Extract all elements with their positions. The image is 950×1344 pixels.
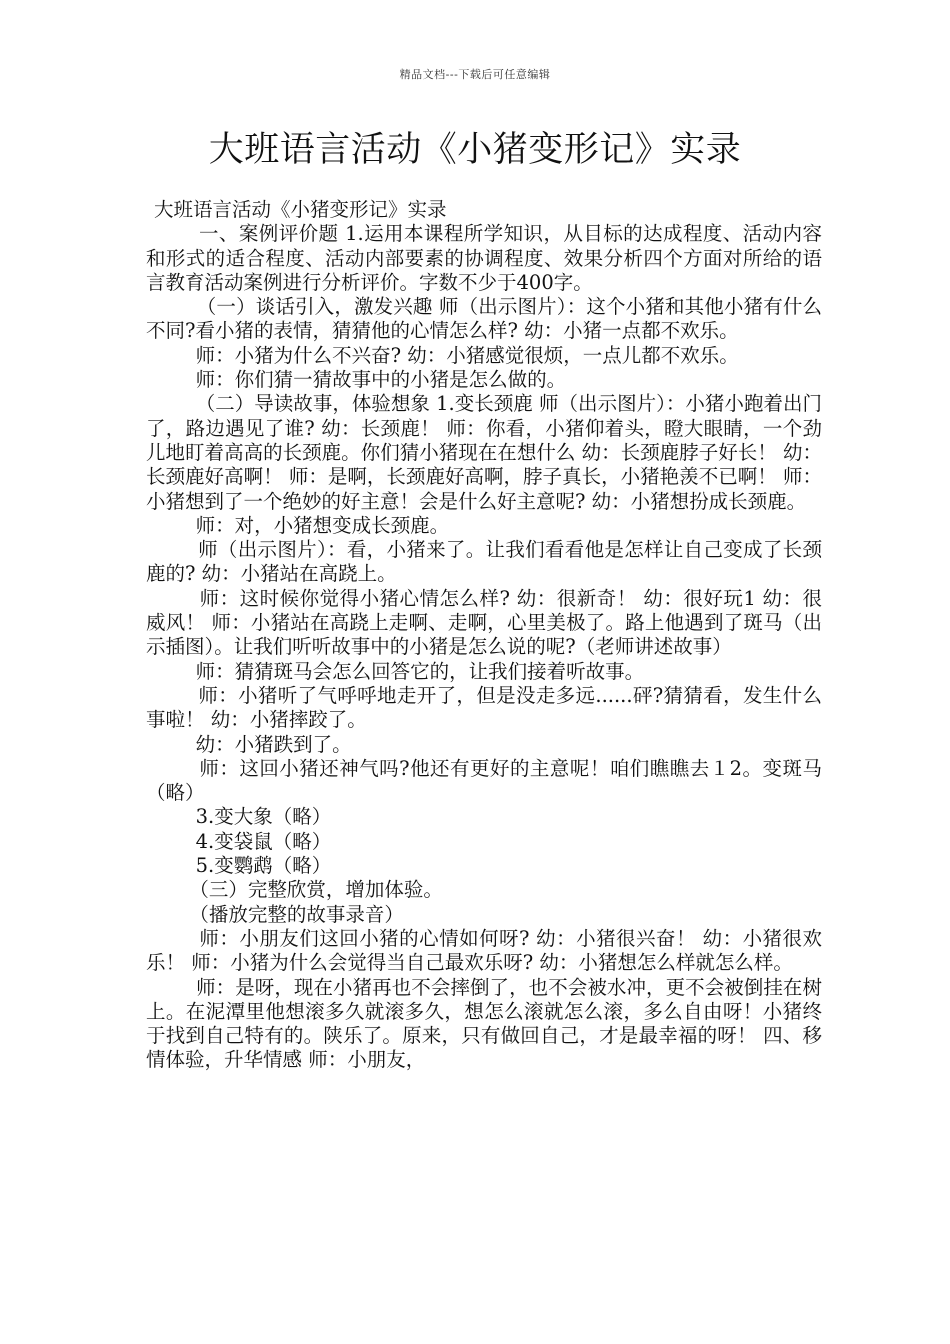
paragraph: 师：小猪为什么不兴奋? 幼：小猪感觉很烦，一点儿都不欢乐。 [146, 343, 739, 367]
paragraph: 师：这时候你觉得小猪心情怎么样? 幼：很新奇！ 幼：很好玩1 幼：很威风！ 师：小猪站在高跷上走啊、走啊，心里美极了。路上他遇到了斑马（出示插图）。让我们听听故事中的小猪是怎么说的呢?（老师讲述故事） [146, 586, 822, 659]
paragraph: （一）谈话引入，激发兴趣 师（出示图片）：这个小猪和其他小猪有什么不同?看小猪的表情，猜猜他的心情怎么样? 幼：小猪一点都不欢乐。 [146, 295, 822, 343]
document-body [146, 198, 822, 1073]
document-title: 大班语言活动《小猪变形记》实录 [208, 130, 742, 170]
paragraph: （三）完整欣赏，增加体验。 [146, 878, 443, 902]
paragraph: 师：猜猜斑马会怎么回答它的，让我们接着听故事。 [146, 659, 645, 683]
paragraph: 师：这回小猪还神气吗?他还有更好的主意呢！咱们瞧瞧去１2。变斑马（略） [146, 756, 822, 805]
paragraph: 5.变鹦鹉（略） [146, 854, 332, 878]
paragraph: 3.变大象（略） [146, 805, 332, 829]
paragraph: （二）导读故事，体验想象 1.变长颈鹿 师（出示图片）：小猪小跑着出门了，路边遇见了谁? 幼：长颈鹿！ 师：你看，小猪仰着头，瞪大眼睛，一个劲儿地盯着高高的长颈鹿。你们猜小猪现在在想什么 幼：长颈鹿脖子好长！ 幼：长颈鹿好高啊！ 师：是啊，长颈鹿好高啊，脖子真长，小猪艳羡不已啊！ 师：小猪想到了一个绝妙的好主意！会是什么好主意呢? 幼：小猪想扮成长颈鹿。 [146, 392, 822, 513]
paragraph: 师：你们猜一猜故事中的小猪是怎么做的。 [146, 368, 567, 392]
page-header: 精品文档---下载后可任意编辑 [399, 68, 551, 81]
paragraph: （播放完整的故事录音） [146, 902, 404, 926]
document-subtitle: 大班语言活动《小猪变形记》实录 [154, 198, 447, 221]
paragraph: 4.变袋鼠（略） [146, 829, 332, 853]
paragraph: 一、案例评价题 1.运用本课程所学知识，从目标的达成程度、活动内容和形式的适合程度、活动内部要素的协调程度、效果分析四个方面对所给的语言教育活动案例进行分析评价。字数不少于400字。 [146, 222, 822, 294]
paragraph: 师：小猪听了气呼呼地走开了，但是没走多远......砰?猜猜看，发生什么事啦！ 幼：小猪摔跤了。 [146, 683, 822, 732]
paragraph: 师：小朋友们这回小猪的心情如何呀? 幼：小猪很兴奋！ 幼：小猪很欢乐！ 师：小猪为什么会觉得当自己最欢乐呀? 幼：小猪想怎么样就怎么样。 [146, 926, 823, 975]
paragraph: 幼：小猪跌到了。 [146, 732, 352, 756]
paragraph: 师：对，小猪想变成长颈鹿。 [146, 513, 450, 537]
paragraph: 师：是呀，现在小猪再也不会摔倒了，也不会被水冲，更不会被倒挂在树上。在泥潭里他想滚多久就滚多久，想怎么滚就怎么滚，多么自由呀！小猪终于找到自己特有的。陕乐了。原来，只有做回自己，才是最幸福的呀！ 四、移情体验，升华情感 师：小朋友， [146, 975, 822, 1072]
paragraph: 师（出示图片）：看，小猪来了。让我们看看他是怎样让自己变成了长颈鹿的? 幼：小猪站在高跷上。 [146, 538, 822, 586]
